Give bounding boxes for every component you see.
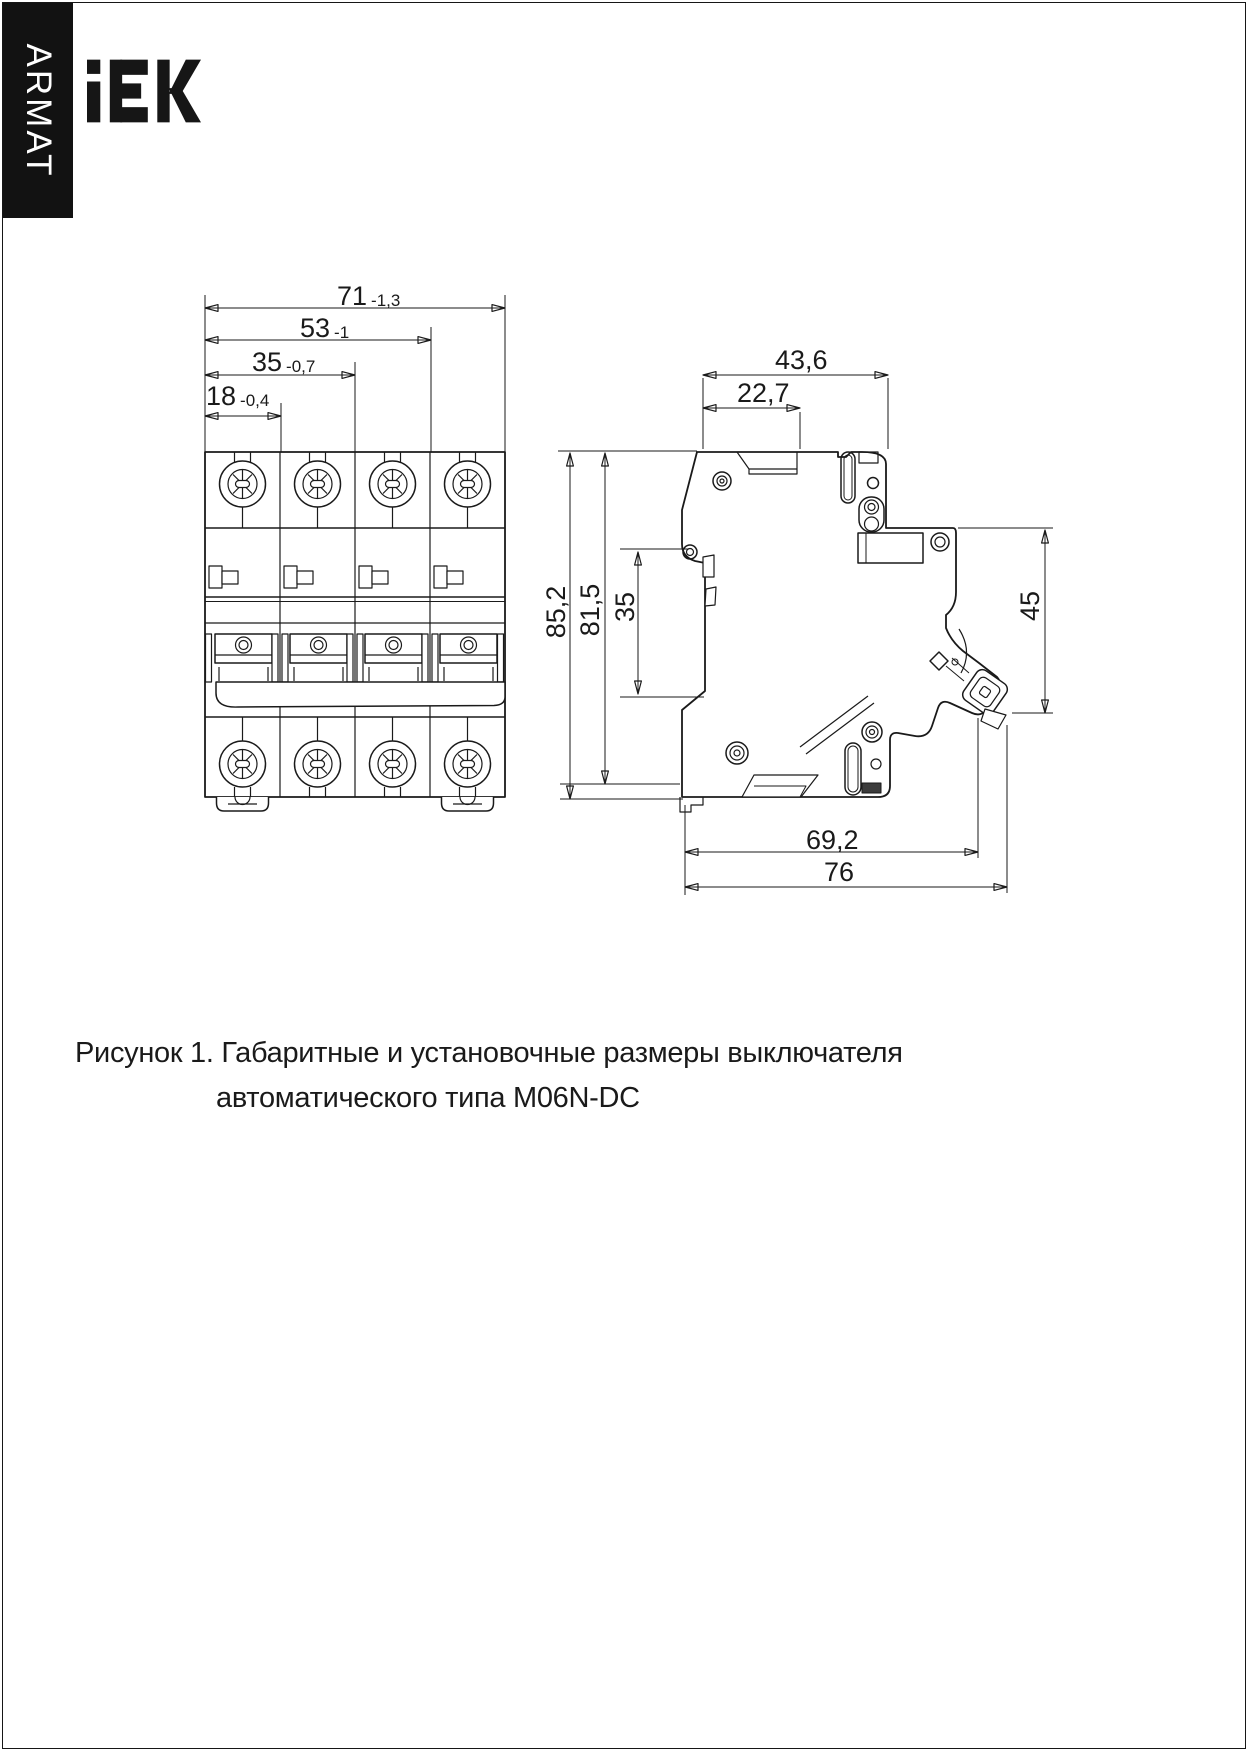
dim-35-front: 35 -0,7 [252, 347, 316, 377]
dim-22-7: 22,7 [737, 378, 790, 408]
dim-69-2: 69,2 [806, 825, 859, 855]
dim-81-5: 81,5 [575, 583, 605, 637]
banner-text: ARMAT [19, 43, 58, 178]
dim-76: 76 [824, 857, 855, 887]
caption-line-1: Рисунок 1. Габаритные и установочные размеры выключателя [75, 1037, 903, 1069]
dim-71: 71 -1,3 [337, 281, 401, 311]
dim-53: 53 -1 [300, 313, 350, 343]
dim-18: 18 -0,4 [206, 381, 270, 411]
dim-85-2: 85,2 [541, 585, 571, 639]
figure-caption [75, 1031, 903, 1121]
dim-45: 45 [1015, 590, 1045, 622]
front-view [205, 295, 505, 811]
dim-43-6: 43,6 [775, 345, 828, 375]
caption-line-2: автоматического типа M06N-DC [216, 1082, 640, 1114]
toggle-tie-bar [216, 682, 505, 707]
dim-35-side: 35 [610, 591, 640, 623]
